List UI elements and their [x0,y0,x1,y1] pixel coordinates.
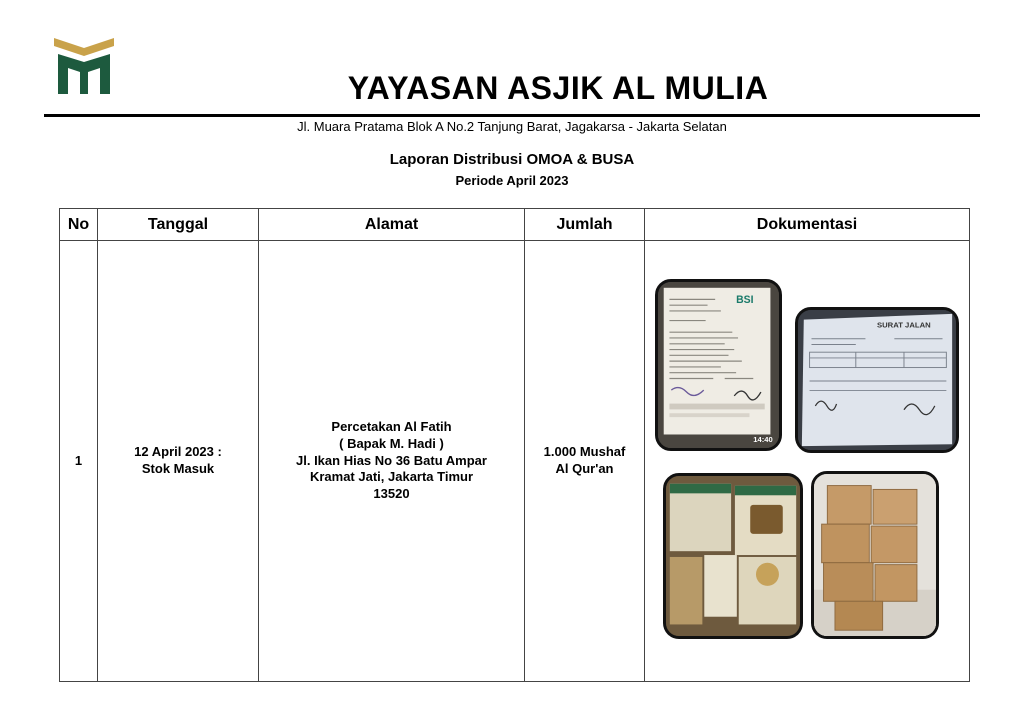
report-period: Periode April 2023 [455,173,569,188]
table-header-row [60,209,970,241]
column-header-no: No [60,209,98,241]
cell-dokumentasi [645,241,970,682]
cell-no: 1 [60,241,98,682]
tanggal-line: 12 April 2023 : [134,444,222,460]
tanggal-line: Stok Masuk [141,461,215,476]
alamat-line: Jl. Ikan Hias No 36 Batu Ampar [296,452,487,468]
column-header-dokumentasi: Dokumentasi [645,209,970,241]
alamat-line: 13520 [373,486,410,502]
cell-alamat [259,241,525,682]
bank-logo-text: BSI [736,294,754,307]
alamat-line: Percetakan Al Fatih [331,418,452,434]
delivery-note-title: SURAT JALAN [877,320,931,330]
cell-jumlah [525,241,645,682]
column-header-alamat: Alamat [259,209,525,241]
column-header-jumlah: Jumlah [525,209,645,241]
report-title: Laporan Distribusi OMOA & BUSA [389,151,635,168]
organization-address: Jl. Muara Pratama Blok A No.2 Tanjung Barat, Jagakarsa - Jakarta Selatan [297,119,727,134]
alamat-line: Kramat Jati, Jakarta Timur [309,469,474,485]
jumlah-line: Al Qur'an [555,461,614,476]
column-header-tanggal: Tanggal [98,209,259,241]
photo-timestamp: 14:40 [753,435,773,445]
distribution-table [59,208,970,682]
photo-bank-receipt [655,279,782,451]
photo-stacked-cartons [811,471,939,639]
header-divider [44,114,980,117]
photo-quran-boxes [663,473,803,639]
photo-delivery-note [795,307,959,453]
jumlah-line: 1.000 Mushaf [543,444,626,460]
organization-name: YAYASAN ASJIK AL MULIA [347,70,769,106]
cell-tanggal [98,241,259,682]
table-row [60,241,970,682]
alamat-line: ( Bapak M. Hadi ) [339,435,444,451]
